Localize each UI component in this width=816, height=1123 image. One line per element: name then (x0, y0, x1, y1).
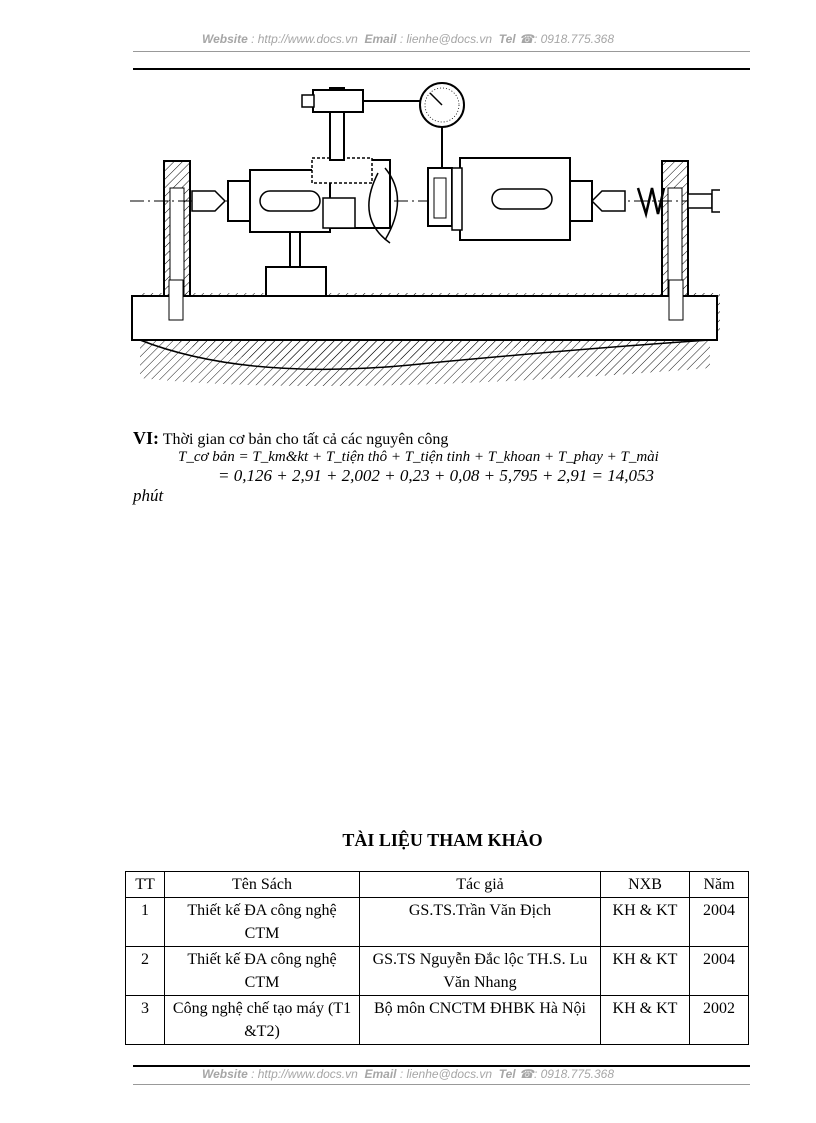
formula-line-1: T_cơ bản = T_km&kt + T_tiện thô + T_tiện tinh + T_khoan + T_phay + T_mài (178, 449, 659, 465)
cell-year: 2004 (690, 898, 749, 947)
references-table (125, 871, 749, 1045)
page-footer (0, 1067, 816, 1081)
col-publisher: NXB (601, 872, 690, 898)
footer-tel-label: Tel (498, 1067, 516, 1081)
cell-author: GS.TS.Trần Văn Địch (360, 898, 601, 947)
footer-email-link[interactable]: : lienhe@docs.vn (399, 1067, 493, 1081)
cell-tt: 2 (126, 947, 165, 996)
cell-year: 2002 (690, 996, 749, 1045)
footer-thin-rule (133, 1084, 750, 1085)
header-thin-rule (133, 51, 750, 52)
cell-book: Công nghệ chế tạo máy (T1 &T2) (165, 996, 360, 1045)
references-title: TÀI LIỆU THAM KHẢO (342, 830, 543, 850)
fixture-drawing (130, 78, 720, 388)
col-book: Tên Sách (165, 872, 360, 898)
cell-tt: 3 (126, 996, 165, 1045)
cell-book: Thiết kế ĐA công nghệ CTM (165, 947, 360, 996)
cell-year: 2004 (690, 947, 749, 996)
footer-email-label: Email (364, 1067, 397, 1081)
formula-unit: phút (133, 486, 164, 505)
footer-website-label: Website (201, 1067, 248, 1081)
table-header-row (126, 872, 749, 898)
footer-website-link[interactable]: : http://www.docs.vn (251, 1067, 358, 1081)
email-link[interactable]: : lienhe@docs.vn (399, 32, 493, 46)
section-heading (133, 428, 448, 449)
cell-author: Bộ môn CNCTM ĐHBK Hà Nội (360, 996, 601, 1045)
page-header (0, 32, 816, 46)
website-link[interactable]: : http://www.docs.vn (251, 32, 358, 46)
footer-tel-value: : 0918.775.368 (533, 1067, 615, 1081)
col-tt: TT (126, 872, 165, 898)
tel-label: Tel (498, 32, 516, 46)
cell-tt: 1 (126, 898, 165, 947)
website-label: Website (201, 32, 248, 46)
formula-line-2: = 0,126 + 2,91 + 2,002 + 0,23 + 0,08 + 5,795 + 2,91 = 14,053 (218, 466, 655, 485)
phone-icon: ☎ (519, 32, 534, 46)
email-label: Email (364, 32, 397, 46)
header-rule (133, 68, 750, 70)
section-title: Thời gian cơ bản cho tất cả các nguyên công (162, 431, 449, 448)
col-year: Năm (690, 872, 749, 898)
cell-publisher: KH & KT (601, 898, 690, 947)
footer-phone-icon: ☎ (519, 1067, 534, 1081)
col-author: Tác giả (360, 872, 601, 898)
table-row (126, 947, 749, 996)
table-row (126, 996, 749, 1045)
cell-publisher: KH & KT (601, 996, 690, 1045)
table-row (126, 898, 749, 947)
cell-publisher: KH & KT (601, 947, 690, 996)
cell-book: Thiết kế ĐA công nghệ CTM (165, 898, 360, 947)
section-number: VI: (133, 428, 159, 448)
cell-author: GS.TS Nguyễn Đắc lộc TH.S. Lu Văn Nhang (360, 947, 601, 996)
tel-value: : 0918.775.368 (533, 32, 615, 46)
